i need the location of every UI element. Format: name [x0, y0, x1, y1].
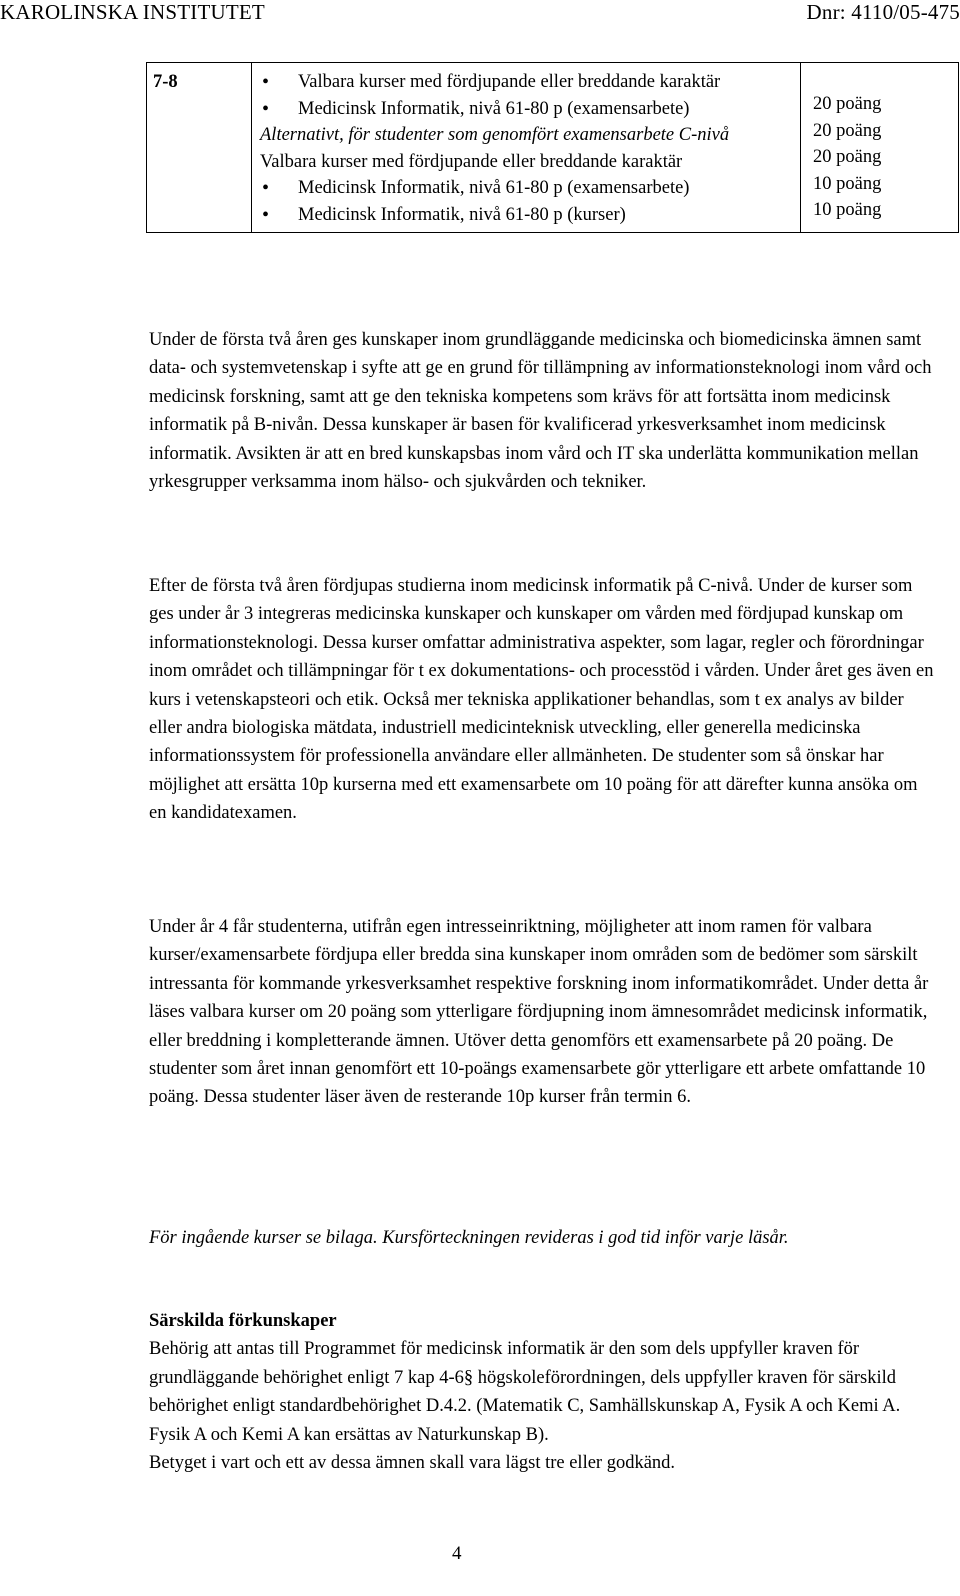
course-table	[146, 62, 959, 233]
section-prerequisites	[149, 1307, 939, 1477]
paragraph: Behörig att antas till Programmet för medicinsk informatik är den som dels uppfyller kraven för grundläggande behörighet enligt 7 kap 4-6§ högskoleförordningen, dels uppfyller kraven för särskild behörighet enligt standardbehörighet D.4.2. (Matematik C, Samhällskunskap A, Fysik A och Kemi A. Fysik A och Kemi A kan ersättas av Naturkunskap B).	[149, 1339, 901, 1445]
points-value: 10 poäng	[813, 200, 882, 220]
paragraph: Efter de första två åren fördjupas studierna inom medicinsk informatik på C-nivå. Under de kurser som ges under år 3 integreras medicinska kunskaper och kunskaper om vården med fördjupad kunskap om informationsteknologi. Dessa kurser omfattar administrativa aspekter, som lagar, regler och förordningar inom området och tillämpningar för t ex dokumentations- och processtöd i vården. Under året ges även en kurs i vetenskapsteori och etik. Också mer tekniska applikationer behandlas, som t ex analys av bilder eller andra biologiska mätdata, industriell medicinteknisk utveckling, eller generella medicinska informationssystem för professionella användare eller allmänheten. De studenter som så önskar har möjlighet att ersätta 10p kurserna med ett examensarbete om 10 poäng för att därefter kunna ansöka om en kandidatexamen.	[149, 576, 934, 824]
points-value: 10 poäng	[813, 173, 882, 194]
section-heading: Särskilda förkunskaper	[149, 1311, 337, 1331]
list-item: • Valbara kurser med fördjupande eller breddande karaktär	[260, 69, 792, 96]
paragraph: Under år 4 får studenterna, utifrån egen intresseinriktning, möjligheter att inom ramen för valbara kurser/examensarbete fördjupa eller bredda sina kunskaper inom områden som de bedömer som särskilt intressanta för kommande yrkesverksamhet respektive forskning inom informatikområdet. Under detta år läses valbara kurser om 20 poäng som ytterligare fördjupning inom ämnesområdet medicinsk informatik, eller breddning i kompletterande ämnen. Utöver detta genomförs ett examensarbete på 20 poäng. De studenter som året innan genomfört ett 10-poängs examensarbete gör ytterligare ett arbete omfattande 10 poäng. Dessa studenter läser även de resterande 10p kurser från termin 6.	[149, 917, 929, 1108]
points-value: 20 poäng	[813, 94, 882, 114]
institution-name: KAROLINSKA INSTITUTET	[0, 0, 265, 24]
table-row	[147, 63, 959, 233]
list-item: • Medicinsk Informatik, nivå 61-80 p (examensarbete)	[260, 96, 792, 123]
list-item: • Medicinsk Informatik, nivå 61-80 p (kurser)	[260, 202, 792, 229]
points-value: 20 poäng	[813, 147, 882, 167]
paragraph: Betyget i vart och ett av dessa ämnen skall vara lägst tre eller godkänd.	[149, 1453, 676, 1474]
paragraph-first-years	[149, 326, 939, 496]
list-item: • Medicinsk Informatik, nivå 61-80 p (examensarbete)	[260, 175, 792, 202]
alternative-note: Alternativt, för studenter som genomfört examensarbete C-nivå	[260, 125, 730, 145]
paragraph-year-four	[149, 913, 939, 1112]
paragraph: Under de första två åren ges kunskaper inom grundläggande medicinska och biomedicinska ämnen samt data- och systemvetenskap i syfte att ge en grund för tillämpning av informationsteknologi inom vård och medicinsk forskning, samt att ge den tekniska kompetens som krävs för att fortsätta inom medicinsk informatik på B-nivån. Dessa kunskaper är basen för kvalificerad yrkesverksamhet inom medicinsk informatik. Avsikten är att en bred kunskapsbas inom vård och IT ska underlätta kommunikation mellan yrkesgrupper verksamma inom hälso- och sjukvården och tekniker.	[149, 330, 932, 493]
points-value: 20 poäng	[813, 120, 882, 141]
points-cell	[801, 63, 959, 233]
course-description-cell	[252, 63, 801, 233]
list-item: Valbara kurser med fördjupande eller breddande karaktär	[260, 151, 683, 172]
document-number: Dnr: 4110/05-475	[806, 0, 960, 24]
paragraph: För ingående kurser se bilaga. Kursförteckningen revideras i god tid inför varje läsår.	[149, 1228, 789, 1248]
paragraph-year-three	[149, 572, 939, 828]
term-cell: 7-8	[147, 63, 252, 233]
page-number: 4	[452, 1543, 462, 1564]
paragraph-course-note	[149, 1224, 939, 1252]
